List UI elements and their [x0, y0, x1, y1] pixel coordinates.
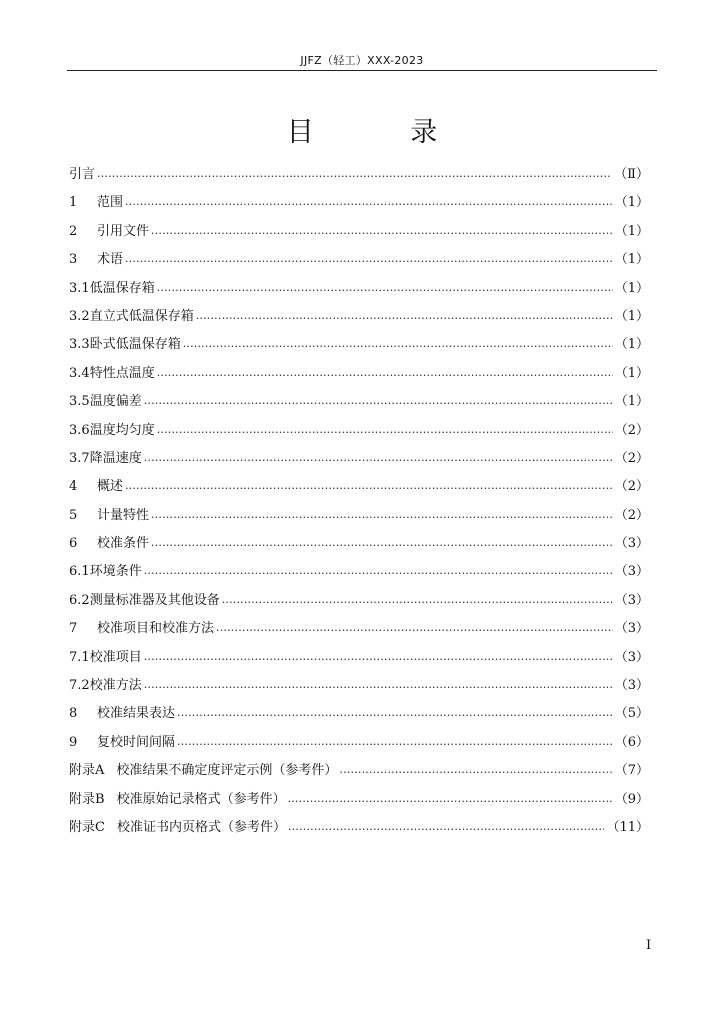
- toc-entry-number: 3: [69, 252, 78, 268]
- toc-entry[interactable]: [69, 220, 649, 248]
- toc-entry-title: 复校时间间隔: [97, 734, 176, 750]
- toc-dot-leader: [144, 566, 613, 580]
- toc-entry[interactable]: [69, 674, 649, 702]
- toc-entry-title: 低温保存箱: [89, 280, 155, 296]
- toc-entry-page: （1）: [614, 252, 649, 268]
- toc-dot-leader: [288, 794, 613, 808]
- toc-entry-title: 卧式低温保存箱: [89, 337, 181, 353]
- toc-entry-page: （7）: [614, 763, 649, 779]
- toc-dot-leader: [177, 708, 613, 722]
- toc-entry[interactable]: [69, 191, 649, 219]
- toc-entry-page: （Ⅱ）: [614, 167, 649, 182]
- toc-entry-title: 测量标准器及其他设备: [89, 592, 220, 608]
- toc-entry[interactable]: [69, 390, 649, 418]
- toc-entry-title: 校准证书内页格式（参考件）: [116, 819, 286, 835]
- toc-entry[interactable]: [69, 702, 649, 730]
- toc-entry-title: 校准条件: [97, 536, 150, 552]
- toc-entry[interactable]: [69, 816, 649, 844]
- toc-entry-number: 7.2: [69, 678, 90, 694]
- toc-dot-leader: [144, 680, 613, 694]
- toc-entry-title: 校准结果表达: [97, 706, 176, 722]
- toc-entry-page: （2）: [614, 422, 649, 438]
- toc-entry-page: （1）: [614, 394, 649, 410]
- toc-entry-number: 附录C: [69, 819, 105, 835]
- toc-entry-title: 特性点温度: [89, 365, 155, 381]
- toc-dot-leader: [125, 254, 613, 268]
- toc-entry[interactable]: [69, 617, 649, 645]
- toc-entry[interactable]: [69, 362, 649, 390]
- toc-entry-title: 术语: [97, 252, 124, 268]
- toc-entry[interactable]: [69, 788, 649, 816]
- toc-dot-leader: [196, 311, 613, 325]
- toc-entry[interactable]: [69, 447, 649, 475]
- toc-entry-page: （2）: [614, 479, 649, 495]
- toc-entry-page: （3）: [614, 564, 649, 580]
- toc-entry-title: 温度均匀度: [89, 422, 155, 438]
- toc-entry-page: （1）: [614, 223, 649, 239]
- toc-entry-number: 附录A: [69, 763, 105, 779]
- toc-entry-number: 7: [69, 621, 78, 637]
- toc-entry-page: （2）: [614, 507, 649, 523]
- toc-entry[interactable]: [69, 305, 649, 333]
- toc-entry[interactable]: [69, 475, 649, 503]
- toc-entry-page: （3）: [614, 592, 649, 608]
- toc-entry[interactable]: [69, 532, 649, 560]
- toc-entry-number: 6: [69, 536, 78, 552]
- toc-entry-page: （5）: [614, 706, 649, 722]
- toc-entry[interactable]: [69, 163, 649, 191]
- toc-entry-number: 6.1: [69, 564, 90, 580]
- toc-entry-title: 环境条件: [89, 564, 142, 580]
- toc-entry-page: （1）: [614, 280, 649, 296]
- toc-dot-leader: [183, 339, 613, 353]
- toc-entry-number: 7.1: [69, 649, 90, 665]
- toc-entry[interactable]: [69, 333, 649, 361]
- toc-entry-title: 温度偏差: [89, 394, 142, 410]
- toc-dot-leader: [151, 226, 613, 240]
- toc-entry[interactable]: [69, 560, 649, 588]
- toc-entry-page: （9）: [614, 791, 649, 807]
- toc-entry-title: 范围: [97, 195, 124, 211]
- toc-entry-page: （1）: [614, 365, 649, 381]
- toc-entry-number: 3.5: [69, 394, 90, 410]
- toc-entry-title: 校准项目: [89, 649, 142, 665]
- toc-entry[interactable]: [69, 419, 649, 447]
- toc-entry-title: 引言: [69, 167, 96, 182]
- header-rule: [67, 70, 657, 71]
- toc-dot-leader: [97, 169, 612, 183]
- toc-entry-number: 3.2: [69, 308, 90, 324]
- toc-entry[interactable]: [69, 759, 649, 787]
- page-number: I: [646, 938, 652, 953]
- toc-entry-title: 降温速度: [89, 450, 142, 466]
- toc-entry[interactable]: [69, 589, 649, 617]
- toc-entry-page: （11）: [606, 819, 649, 835]
- toc-dot-leader: [125, 197, 613, 211]
- page-title: 目 录: [286, 117, 482, 148]
- toc-dot-leader: [157, 368, 613, 382]
- toc-entry-page: （6）: [614, 734, 649, 750]
- toc-entry-number: 2: [69, 223, 78, 239]
- toc-entry[interactable]: [69, 248, 649, 276]
- toc-entry-number: 3.1: [69, 280, 90, 296]
- toc-entry-number: 9: [69, 734, 78, 750]
- toc-dot-leader: [125, 481, 613, 495]
- table-of-contents: [69, 163, 649, 844]
- toc-entry-page: （1）: [614, 195, 649, 211]
- toc-dot-leader: [144, 652, 613, 666]
- toc-entry-number: 3.6: [69, 422, 90, 438]
- toc-entry-number: 6.2: [69, 592, 90, 608]
- toc-dot-leader: [177, 737, 613, 751]
- toc-entry-page: （3）: [614, 536, 649, 552]
- toc-dot-leader: [157, 283, 613, 297]
- toc-entry-title: 校准结果不确定度评定示例（参考件）: [116, 763, 338, 779]
- toc-entry-title: 概述: [97, 479, 124, 495]
- toc-dot-leader: [144, 396, 613, 410]
- toc-entry-number: 4: [69, 479, 78, 495]
- toc-entry-number: 1: [69, 195, 78, 211]
- toc-entry-page: （3）: [614, 649, 649, 665]
- toc-entry[interactable]: [69, 277, 649, 305]
- toc-entry-number: 3.4: [69, 365, 90, 381]
- toc-entry-title: 校准方法: [89, 678, 142, 694]
- toc-entry-title: 计量特性: [97, 507, 150, 523]
- toc-entry[interactable]: [69, 504, 649, 532]
- toc-entry-page: （2）: [614, 450, 649, 466]
- toc-entry-number: 5: [69, 507, 78, 523]
- toc-dot-leader: [151, 510, 613, 524]
- toc-entry-page: （1）: [614, 308, 649, 324]
- toc-entry-number: 3.7: [69, 450, 90, 466]
- toc-entry-number: 附录B: [69, 791, 105, 807]
- toc-entry[interactable]: [69, 646, 649, 674]
- toc-dot-leader: [151, 538, 613, 552]
- toc-dot-leader: [157, 425, 613, 439]
- toc-dot-leader: [339, 765, 612, 779]
- toc-dot-leader: [144, 453, 613, 467]
- toc-entry-number: 3.3: [69, 337, 90, 353]
- toc-entry-title: 校准项目和校准方法: [97, 621, 215, 637]
- toc-entry-title: 直立式低温保存箱: [89, 308, 194, 324]
- toc-entry-number: 8: [69, 706, 78, 722]
- toc-entry-title: 校准原始记录格式（参考件）: [116, 791, 286, 807]
- toc-dot-leader: [216, 623, 613, 637]
- toc-entry-page: （3）: [614, 678, 649, 694]
- toc-entry-title: 引用文件: [97, 223, 150, 239]
- toc-entry-page: （1）: [614, 337, 649, 353]
- running-header: JJFZ（轻工）XXX-2023: [300, 54, 424, 67]
- toc-entry-page: （3）: [614, 621, 649, 637]
- toc-dot-leader: [222, 595, 613, 609]
- toc-dot-leader: [288, 822, 604, 836]
- toc-entry[interactable]: [69, 731, 649, 759]
